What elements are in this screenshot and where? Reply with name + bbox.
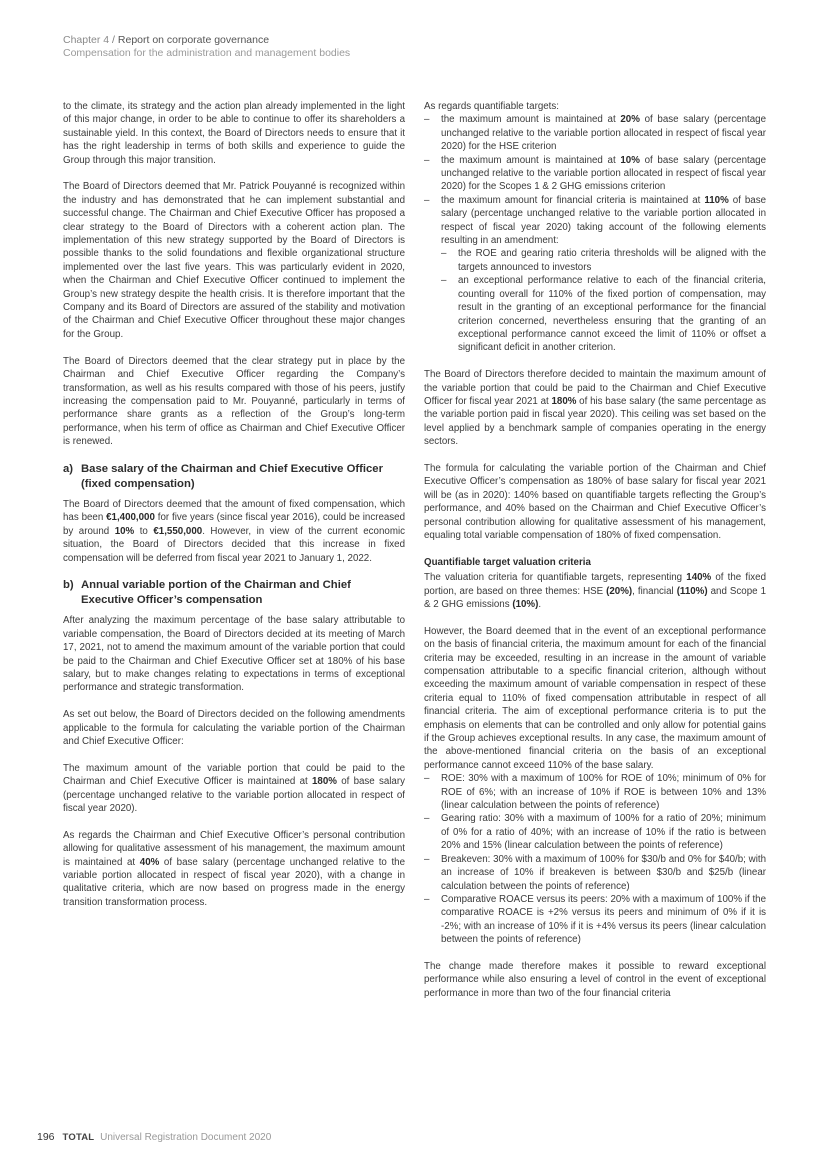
page-footer (37, 1131, 271, 1143)
list-item (424, 113, 766, 153)
paragraph: After analyzing the maximum percentage of the base salary attributable to variable compensation, the Board of Directors decided at its meeting of March 17, 2021, not to amend the maximum amount of the variable portion that could be paid to the Chairman and Chief Executive Officer set at 180% of his base salary, but to make changes relating to expectations in terms of exceptional performance and strategic transformation. (63, 615, 405, 694)
section-title: Base salary of the Chairman and Chief Executive Officer (fixed compensation) (81, 462, 383, 490)
bold-value: (20%) (606, 585, 633, 597)
list-item: – an exceptional performance relative to each of the financial criteria, counting overall for 110% of the fixed portion of compensation, may result in the granting of an exceptional performance for the financial criterion concerned, nevertheless ensuring that the granting of an exceptional performance cannot exceed the limit of 110% or offset a significant deficit in another criterion. (441, 274, 766, 354)
document-title: Universal Registration Document 2020 (100, 1132, 272, 1143)
bold-value: 140% (686, 572, 712, 584)
text-run: , financial (632, 585, 677, 597)
text-run: of the fixed portion, are based on three themes: HSE (424, 572, 766, 597)
paragraph: The change made therefore makes it possible to reward exceptional performance while also ensuring a level of control in the event of exceptional performance in more than two of the four financial criteria (424, 960, 766, 999)
paragraph: The Board of Directors deemed that the clear strategy put in place by the Chairman and Chief Executive Officer regarding the Company’s transformation, as well as his results compared with those of his peers, justify increasing the compensation paid to Mr. Pouyanné, particularly in terms of performance share grants as a reflection of the Group’s long-term performance, when his term of office as Chairman and Chief Executive Officer is renewed. (63, 355, 405, 448)
section-label: a) (63, 462, 74, 475)
paragraph: The formula for calculating the variable portion of the Chairman and Chief Executive Officer’s compensation as 180% of base salary for fiscal year 2021 will be (as in 2020): 140% based on quantifiable targets reflecting the Group’s performance, and 40% based on the Chairman and Chief Executive Officer’s personal contribution allowing for qualitative assessment of his management, equaling total variable compensation of 180% of fixed compensation. (424, 462, 766, 541)
text-run: of base salary (percentage unchanged relative to the variable portion allocated in respect of fiscal year 2020) for the HSE criterion (441, 114, 766, 153)
bold-value: 180% (312, 776, 337, 788)
paragraph: As set out below, the Board of Directors decided on the following amendments applicable to the formula for calculating the variable portion of the Chairman and Chief Executive Officer: (63, 709, 405, 747)
list-item: – Comparative ROACE versus its peers: 20% with a maximum of 100% if the comparative ROACE is +2% versus its peers and minimum of 0% if it is -2%; with an increase of 10% if it is +4% versus its peers (linear calculation between the points of reference) (424, 893, 766, 947)
chapter-label: Chapter 4 (63, 34, 110, 46)
section-heading-a (63, 462, 405, 492)
paragraph (63, 762, 405, 816)
sub-list (441, 247, 766, 354)
target-list (424, 113, 766, 354)
text-run: . (538, 598, 542, 610)
paragraph: As regards quantifiable targets: (424, 101, 559, 112)
text-run: The Board of Directors deemed that the amount of fixed compensation, which has been (63, 498, 405, 524)
list-item: – Gearing ratio: 30% with a maximum of 100% for a ratio of 20%; minimum of 0% for a ratio of 40%; with an increase of 10% if the ratio is between 20% and 15% (linear calculation between the points of reference) (424, 812, 766, 852)
bold-value: 110% (704, 194, 729, 206)
bold-value: (10%) (512, 598, 539, 610)
list-item: – the ROE and gearing ratio criteria thresholds will be aligned with the targets announced to investors (441, 247, 766, 274)
bold-value: €1,550,000 (153, 525, 203, 537)
text-run: for five years (since fiscal year 2016), could be increased by around (63, 512, 406, 537)
paragraph: However, the Board deemed that in the event of an exceptional performance on the basis of financial criteria, the maximum amount for each of the financial criteria may be exceeded, resulting in an increase in the amount of variable compensation attributable to a specific financial criterion, although without exceeding the maximum amount of variable compensation in respect of these criteria equal to 110% of fixed compensation attributable in respect of all financial criteria. The aim of exceptional performance criteria is to put the emphasis on elements that can be controlled and only allow for potential gains if the Group achieves exceptional results. In any case, the maximum amount of the above-mentioned financial criteria on the basis of an exceptional performance cannot exceed 110% of the base salary. (424, 625, 766, 771)
bold-value: 40% (139, 856, 160, 868)
list-item: – Breakeven: 30% with a maximum of 100% for $30/b and 0% for $40/b; with an increase of 10% if breakeven is between $30/b and $25/b (linear calculation between the points of reference) (424, 853, 766, 893)
text-run: the maximum amount is maintained at (441, 114, 621, 126)
text-run: . However, in view of the current economic situation, the Board of Directors decided that this increase in fixed compensation will be deferred from fiscal year 2021 to January 1, 2022. (63, 525, 405, 564)
bold-value: 20% (620, 114, 640, 126)
paragraph (63, 829, 405, 909)
paragraph (63, 498, 405, 565)
list-item (424, 194, 766, 355)
bold-value: 10% (114, 525, 135, 537)
paragraph (424, 368, 766, 448)
list-item (424, 154, 766, 194)
text-run: The maximum amount of the variable portion that could be paid to the Chairman and Chief Executive Officer is maintained at (63, 762, 405, 788)
text-run: As regards the Chairman and Chief Executive Officer’s personal contribution allowing for qualitative assessment of his management, the maximum amount is maintained at (63, 829, 405, 868)
text-run: the maximum amount for financial criteria is maintained at (441, 194, 705, 206)
section-title: Annual variable portion of the Chairman and Chief Executive Officer’s compensation (81, 579, 351, 607)
chapter-separator: / (109, 34, 118, 46)
chapter-title: Report on corporate governance (117, 34, 270, 46)
text-run: of his base salary (the same percentage as the variable portion paid in fiscal year 2020). This ceiling was set based on the level applied by a benchmark sample of companies operating in the energy sectors. (424, 395, 766, 448)
text-run: the maximum amount is maintained at (441, 154, 621, 166)
paragraph: to the climate, its strategy and the action plan already implemented in the light of this major change, in order to be able to continue to offer its shareholders a sustainable yield. In this context, the Board of Directors needs to ensure that it has the right leadership in terms of both skills and experience to guide the Group through this major transition. (63, 101, 405, 166)
text-run: of base salary (percentage unchanged relative to the variable portion allocated in respect of fiscal year 2020). (63, 776, 405, 814)
text-run: of base salary (percentage unchanged relative to the variable portion allocated in respect of fiscal year 2020) taking account of the following elements resulting in an amendment: (441, 194, 766, 247)
page-number: 196 (37, 1131, 55, 1143)
text-run: and Scope 1 & 2 GHG emissions (424, 585, 766, 610)
list-item: – ROE: 30% with a maximum of 100% for ROE of 10%; minimum of 0% for ROE of 6%; with an increase of 10% if ROE is between 10% and 13% (linear calculation between the points of reference) (424, 772, 766, 812)
bold-value: €1,400,000 (106, 512, 155, 524)
bold-value: 10% (620, 154, 640, 166)
criteria-list (424, 772, 766, 946)
section-subtitle: Compensation for the administration and management bodies (63, 47, 351, 59)
text-run: The Board of Directors therefore decided to maintain the maximum amount of the variable portion that could be paid to the Chairman and Chief Executive Officer for fiscal year 2021 at (424, 369, 766, 407)
left-column (63, 100, 405, 923)
brand-name: TOTAL (62, 1132, 95, 1143)
text-run: to (134, 525, 154, 537)
bold-value: 180% (551, 395, 577, 407)
paragraph (424, 571, 766, 611)
section-label: b) (63, 579, 74, 592)
page-header (63, 34, 763, 60)
text-run: of base salary (percentage unchanged relative to the variable portion allocated in respect of fiscal year 2020), with a change in qualitative criteria, which are now based on progress made in the energy transition transformation process. (63, 856, 406, 908)
text-run: of base salary (percentage unchanged relative to the variable portion allocated in respect of fiscal year 2020) for the Scopes 1 & 2 GHG emissions criterion (441, 154, 766, 193)
text-run: The valuation criteria for quantifiable targets, representing (424, 572, 687, 584)
right-column (424, 100, 766, 1000)
subheading: Quantifiable target valuation criteria (424, 556, 591, 568)
bold-value: (110%) (676, 585, 708, 597)
section-heading-b (63, 578, 405, 608)
chapter-line (63, 34, 763, 47)
paragraph: The Board of Directors deemed that Mr. Patrick Pouyanné is recognized within the industry and has demonstrated that he can implement substantial and successful change. The Chairman and Chief Executive Officer has proposed a clear strategy to the Board of Directors with a coherent action plan. The implementation of this new strategy supported by the Board of Directors is possible thanks to the solid foundations and flexible organizational structure implemented over the last five years. This was particularly evident in 2020, when the Chairman and Chief Executive Officer continued to implement the Group’s new strategy despite the health crisis. It is therefore important that the Company and its Board of Directors are assured of the stability and motivation of the Chairman and Chief Executive Officer throughout these major changes for the Group. (63, 181, 405, 340)
